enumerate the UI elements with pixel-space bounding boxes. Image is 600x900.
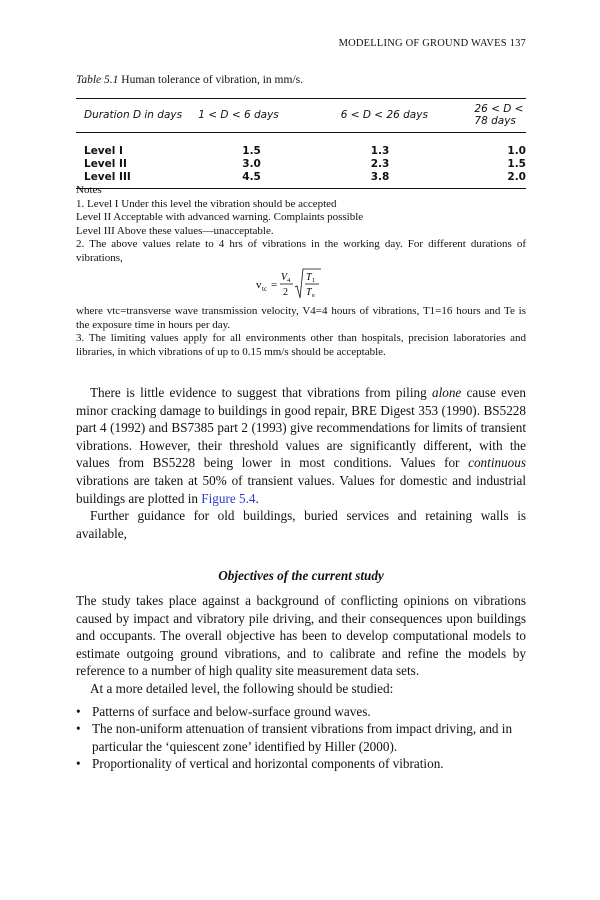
paragraph-3: The study takes place against a background of conflicting opinions on vibrations caused by impact and vibratory pile driving, and their consequences upon buildings and occupants. The overall objective has been to develop computational models to estimate outgoing ground vibrations, and to calibrate and refine the models by reference to a number of high quality site measurement data sets.	[76, 592, 526, 679]
table-header-row	[76, 99, 526, 133]
header-26-78-days: 26 < D < 78 days	[466, 99, 526, 133]
list-item	[76, 755, 526, 773]
bullet-icon: •	[76, 756, 81, 772]
row-label: Level II	[84, 158, 127, 170]
table-cell: 4.5	[190, 171, 332, 189]
emphasis-alone: alone	[431, 385, 462, 400]
paragraph-1	[76, 384, 526, 507]
list-item-text: Patterns of surface and below-surface ground waves.	[92, 703, 371, 719]
svg-text:T: T	[306, 287, 312, 298]
formula-where: where vtc=transverse wave transmission velocity, V4=4 hours of vibrations, T1=16 hours and Te is the exposure time in hours per day.	[76, 305, 526, 331]
note-3: 3. The limiting values apply for all environments other than hospitals, precision laboratories and libraries, in which vibrations of up to 0.15 mm/s should be acceptable.	[76, 332, 526, 358]
svg-text:1: 1	[312, 277, 316, 284]
formula	[76, 265, 526, 305]
note-1: 1. Level I Under this level the vibration should be accepted	[76, 197, 337, 210]
list-item-text: Proportionality of vertical and horizontal components of vibration.	[92, 756, 444, 772]
text-run: There is little evidence to suggest that vibrations from piling	[90, 385, 432, 400]
table-cell: 1.3	[370, 145, 390, 157]
paragraph-4: At a more detailed level, the following should be studied:	[90, 680, 394, 696]
table-cell: 2.3	[370, 158, 390, 170]
header-duration: Duration D in days	[76, 99, 190, 133]
header-1-6-days: 1 < D < 6 days	[190, 99, 332, 133]
row-label: Level I	[84, 145, 123, 157]
table-cell: 1.5	[507, 158, 526, 170]
svg-text:2: 2	[283, 287, 288, 298]
paragraph-2: Further guidance for old buildings, buried services and retaining walls is available,	[76, 508, 526, 541]
svg-text:e: e	[312, 292, 315, 299]
svg-text:tc: tc	[262, 285, 268, 293]
vibration-tolerance-table	[76, 98, 526, 189]
figure-5-4-link[interactable]: Figure 5.4	[201, 490, 256, 506]
table-caption-number: Table 5.1	[76, 74, 119, 86]
bullet-icon: •	[76, 703, 81, 719]
text-run: vibrations are taken at 50% of transient values. Values for domestic and industrial buildings are plotted in	[76, 472, 526, 506]
text-run: cause even minor cracking damage to buildings in good repair, BRE Digest 353 (1990). BS5228 part 4 (1992) and BS7385 part 2 (1993) give recommendations for limits of transient vibrations. However, their threshold values are significantly different, with the values from BS5228 being lower in most conditions. Values for	[76, 385, 526, 471]
svg-text:v: v	[256, 279, 262, 291]
svg-text:V: V	[281, 272, 288, 283]
table-cell: 3.8	[333, 171, 467, 189]
table-notes	[76, 184, 526, 359]
svg-text:4: 4	[287, 277, 291, 284]
note-2: 2. The above values relate to 4 hrs of vibrations in the working day. For different durations of vibrations,	[76, 238, 526, 264]
objectives-list	[76, 703, 526, 773]
body-text	[76, 384, 526, 773]
note-1-level-3: Level III Above these values—unacceptable.	[76, 224, 274, 237]
bullet-icon: •	[76, 721, 81, 737]
svg-text:=: =	[271, 279, 278, 291]
table-caption	[76, 74, 303, 86]
row-label: Level III	[76, 171, 190, 189]
section-heading: Objectives of the current study	[218, 568, 384, 584]
formula-graphic	[254, 266, 354, 304]
svg-text:T: T	[306, 272, 312, 283]
emphasis-continuous: continuous	[468, 455, 526, 471]
running-head: MODELLING OF GROUND WAVES 137	[338, 38, 526, 49]
text-run: .	[255, 490, 259, 506]
notes-title: Notes	[76, 184, 102, 196]
header-6-26-days: 6 < D < 26 days	[333, 99, 467, 133]
table-row	[76, 158, 526, 171]
note-1-level-2: Level II Acceptable with advanced warning. Complaints possible	[76, 211, 364, 223]
table-caption-text: Human tolerance of vibration, in mm/s.	[118, 74, 303, 86]
table-cell: 1.5	[242, 145, 261, 157]
table-row	[76, 133, 526, 159]
table-cell: 1.0	[507, 145, 526, 157]
table-cell: 3.0	[242, 158, 261, 170]
table-cell: 2.0	[466, 171, 526, 189]
list-item	[76, 703, 526, 721]
list-item-text: The non-uniform attenuation of transient vibrations from impact driving, and in particular the ‘quiescent zone’ identified by Hiller (2000).	[92, 721, 513, 754]
list-item	[76, 720, 526, 755]
